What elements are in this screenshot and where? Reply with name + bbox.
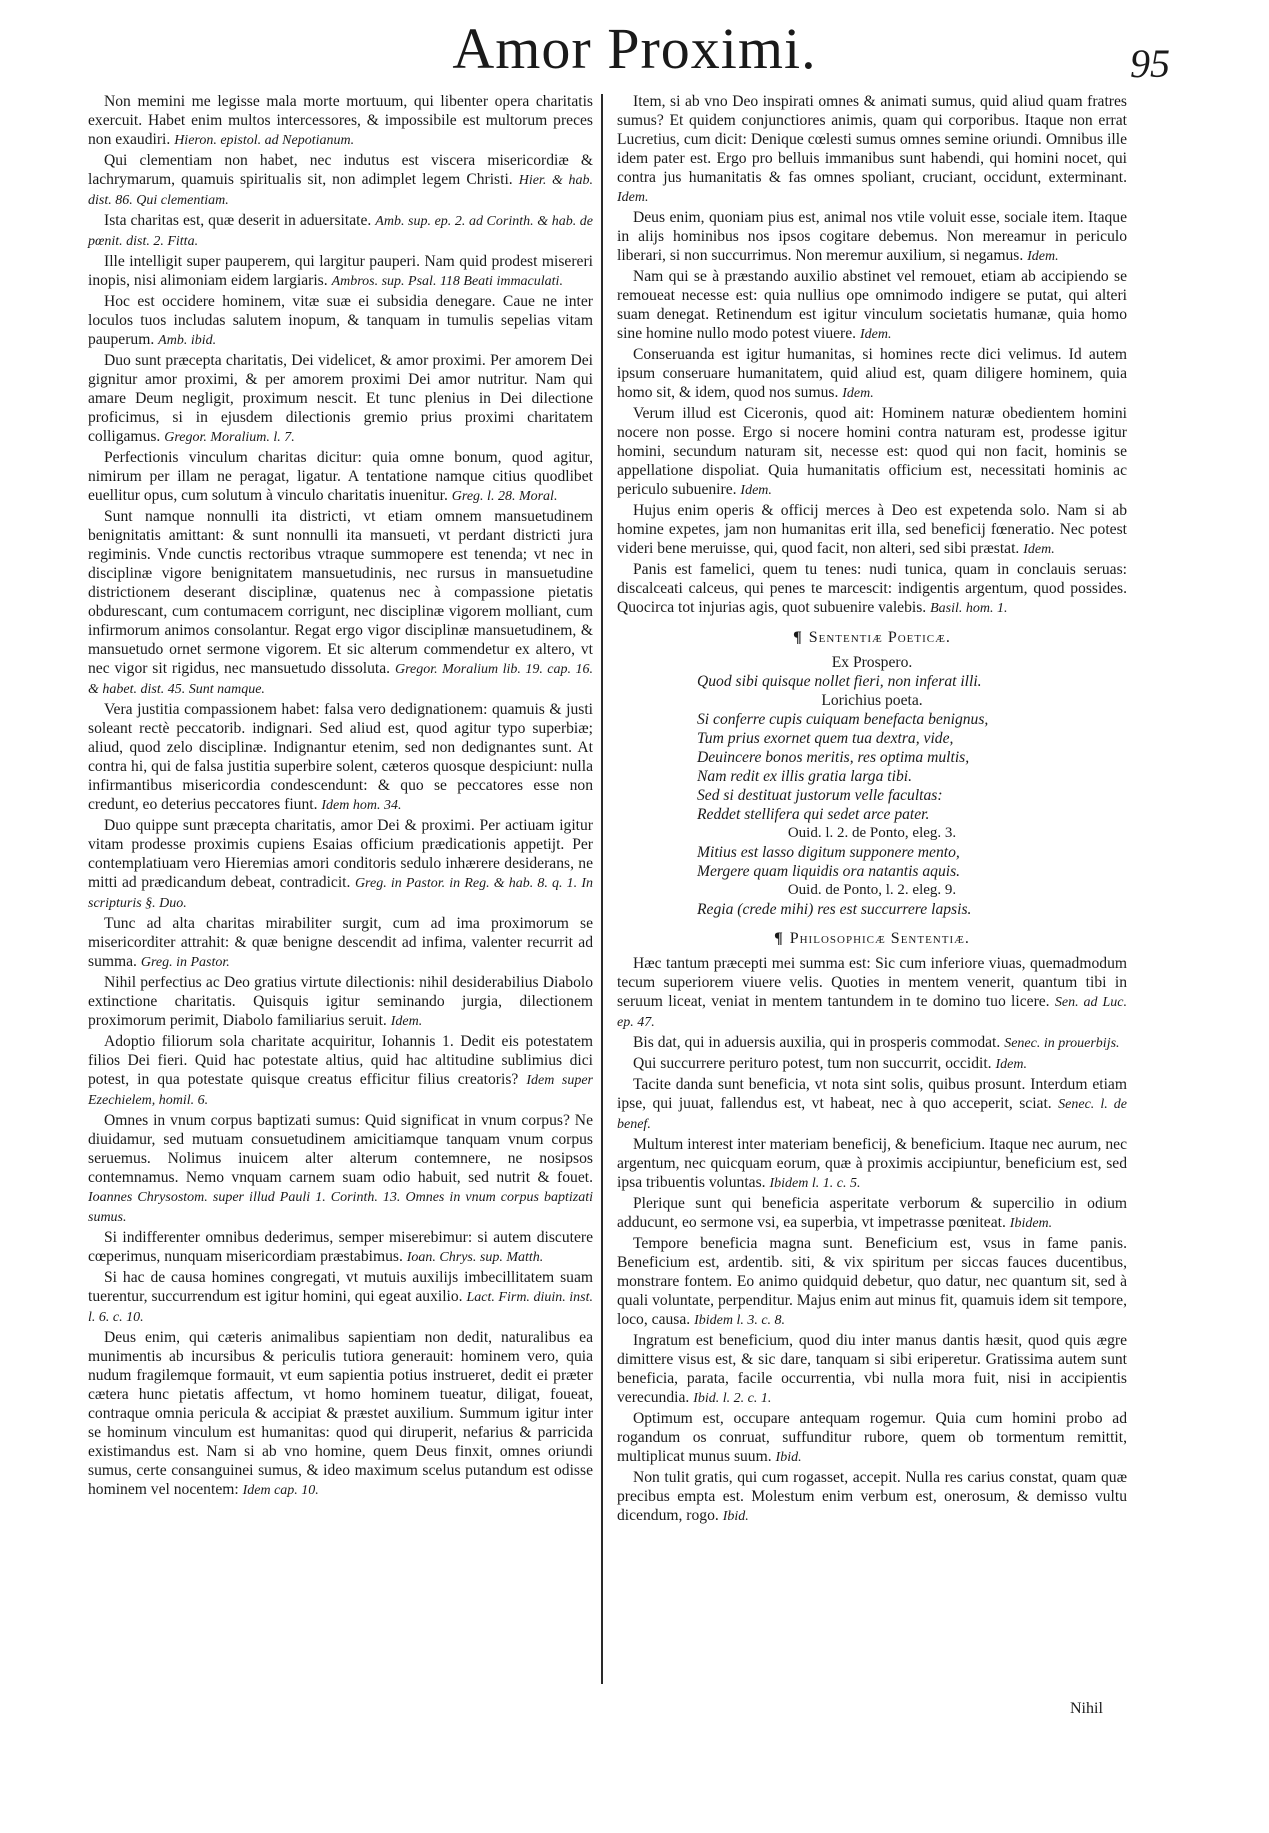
- source-citation: Ioannes Chrysostom. super illud Pauli 1. Corinth. 13. Omnes in vnum corpus baptizati sumus.: [88, 1190, 593, 1225]
- paragraph-text: Conseruanda est igitur humanitas, si homines recte dici velimus. Id autem ipsum conseruare humanitatem, quid aliud est, quam diligere hominem, quia homo sit, & idem, quod nos sumus.: [617, 346, 1127, 401]
- running-title: Amor Proximi.: [452, 16, 817, 81]
- paragraph-text: Sunt namque nonnulli ita districti, vt etiam omnem mansuetudinem benignitatis amittant: & sunt nonnulli ita mansueti, vt perdant districti jura regiminis. Vnde cunctis rectoribus vtraque summopere est tenenda; vt nec in disciplinæ vigore benignitatem mansuetudinis, nec rursus in mansuetudine districtionem deserant disciplinæ, quatenus nec à compassione pietatis obdurescant, cum contumacem corrigunt, nec disciplinæ vigorem molliant, cum infirmorum animos consolantur. Regat ergo vigor disciplinæ mansuetudinem, & mansuetudo ornet sermone vigorem. Et sic alterum commendetur ex altero, vt nec vigor sit rigidus, nec mansuetudo dissoluta.: [88, 508, 593, 677]
- paragraph-text: Hæc tantum præcepti mei summa est: Sic cum inferiore viuas, quemadmodum tecum superiorem viuere velis. Quoties in mentem venerit, quantum tibi in seruum liceat, veniat in mentem tantundem in te domino tuo licere.: [617, 955, 1127, 1010]
- section-title: Philosophicæ Sententiæ.: [789, 930, 970, 947]
- verse-reference: Ouid. l. 2. de Ponto, eleg. 3.: [787, 825, 957, 841]
- paragraph: [617, 501, 1127, 559]
- paragraph: [617, 1234, 1127, 1330]
- paragraph: [88, 252, 593, 291]
- paragraph-text: Deus enim, qui cæteris animalibus sapientiam non dedit, naturalibus ea munimentis ab incursibus & periculis tutiora generauit: hominem vero, quia nudum fragilemque formauit, vt eum sapientia potius instrueret, dedit ei præter cætera hunc pietatis affectum, vt homo hominem tueatur, diligat, foueat, contraque omnia pericula & accipiat & præstet auxilium. Summum igitur inter se hominum vinculum est humanitas: quod qui diruperit, nefarius & parricida existimandus est. Nam si ab vno homine, quem Deus finxit, omnes oriundi sumus, certe consanguinei sumus, & ideo maximum scelus putandum est odisse hominem vel nocentem:: [88, 1329, 593, 1498]
- paragraph: [617, 1033, 1127, 1053]
- right-column: [617, 92, 1127, 1527]
- source-citation: Idem.: [740, 483, 772, 498]
- source-citation: Idem.: [390, 1014, 423, 1029]
- pilcrow-glyph: ¶: [793, 629, 803, 646]
- paragraph: [617, 345, 1127, 403]
- source-citation: Idem super Ezechielem, homil. 6.: [88, 1073, 593, 1108]
- paragraph-text: Si indifferenter omnibus dederimus, semper miserebimur: si autem discutere cœperimus, nunquam misericordiam præstabimus.: [88, 1229, 593, 1265]
- paragraph: [88, 1268, 593, 1327]
- paragraph-text: Omnes in vnum corpus baptizati sumus: Quid significat in vnum corpus? Ne diuidamur, sed mutuam consuetudinem amicitiamque tanquam vnum corpus seruemus. Nolimus inuicem alter alterum contemnere, ne nosipsos contemnamus. Nemo vnquam carnem suam odio habuit, sed nutrit & fouet.: [88, 1112, 593, 1186]
- source-citation: Idem hom. 34.: [321, 798, 402, 813]
- paragraph: [88, 1228, 593, 1267]
- paragraph-text: Perfectionis vinculum charitas dicitur: quia omne bonum, quod agitur, nimirum per illam ne peragat, ligatur. A tentatione namque citius quodlibet euellitur opus, cum solutum à vinculo charitatis inuenitur.: [88, 449, 593, 504]
- paragraph: [88, 92, 593, 150]
- source-citation: Idem.: [995, 1057, 1027, 1072]
- verse-reference: Ouid. de Ponto, l. 2. eleg. 9.: [787, 882, 957, 898]
- source-citation: Ibidem l. 1. c. 5.: [769, 1176, 861, 1191]
- paragraph-text: Duo quippe sunt præcepta charitatis, amor Dei & proximi. Per actiuam igitur vitam prodesse proximis cupiens Esaias officium prædicationis appetijt. Per contemplatiuam vero Hieremias amori conditoris sedulo inhærere desiderans, ne mitti ad prædicandum debeat, contradicit.: [88, 817, 593, 891]
- source-citation: Greg. in Pastor. in Reg. & hab. 8. q. 1. In scripturis §. Duo.: [88, 876, 593, 911]
- paragraph-text: Ista charitas est, quæ deserit in aduersitate.: [104, 212, 372, 229]
- philosophicae-paragraphs: [617, 954, 1127, 1526]
- verse-line: Mitius est lasso digitum supponere mento,: [697, 844, 960, 861]
- poetry-block: [617, 653, 1127, 919]
- paragraph: [617, 404, 1127, 500]
- source-citation: Ambros. sup. Psal. 118 Beati immaculati.: [331, 274, 563, 289]
- source-citation: Amb. sup. ep. 2. ad Corinth. & hab. de pœnit. dist. 2. Fitta.: [88, 214, 593, 249]
- source-citation: Idem.: [617, 190, 649, 205]
- verse-line: Tum prius exornet quem tua dextra, vide,: [697, 730, 954, 747]
- paragraph: [617, 1468, 1127, 1526]
- source-citation: Lact. Firm. diuin. inst. l. 6. c. 10.: [88, 1290, 593, 1325]
- paragraph-text: Plerique sunt qui beneficia asperitate verborum & supercilio in odium adducunt, eo sermone vsi, ea superbia, vt impetrasse pœniteat.: [617, 1195, 1127, 1231]
- catchword: Nihil: [1070, 1700, 1103, 1717]
- paragraph-text: Ingratum est beneficium, quod diu inter manus dantis hæsit, quod quis ægre dimittere visus est, & sic dare, tanquam si sibi eriperetur. Gratissima autem sunt beneficia, parata, facile occurrentia, vbi nulla mora fuit, nisi in accipientis verecundia.: [617, 1332, 1127, 1406]
- paragraph: [88, 448, 593, 506]
- paragraph: [88, 1111, 593, 1227]
- paragraph-text: Panis est famelici, quem tu tenes: nudi tunica, quam in conclauis seruas: discalceati calceus, qui penes te marcescit: indigentis argentum, quod possides. Quocirca tot injurias agis, quot subuenire valebis.: [617, 561, 1127, 616]
- source-citation: Gregor. Moralium. l. 7.: [164, 430, 295, 445]
- paragraph-text: Verum illud est Ciceronis, quod ait: Hominem naturæ obedientem homini nocere non posse. Ergo si nocere homini contra naturam est, prodesse igitur homini, secundum naturam sit, necesse est: quod qui non facit, hominis se appellatione dispoliat. Quia humanitatis officium est, necessitati hominis ac periculo subuenire.: [617, 405, 1127, 498]
- paragraph-text: Tacite danda sunt beneficia, vt nota sint solis, quibus prosunt. Interdum etiam ipse, qui juuat, fallendus est, vt habeat, nec à quo acceperit, sciat.: [617, 1076, 1127, 1112]
- paragraph-text: Nihil perfectius ac Deo gratius virtute dilectionis: nihil desiderabilius Diabolo extinctione charitatis. Quisquis igitur seminando jurgia, dilectionem proximorum perimit, Diabolo familiarius seruit.: [88, 974, 593, 1029]
- paragraph: [88, 211, 593, 251]
- source-citation: Hieron. epistol. ad Nepotianum.: [174, 133, 355, 148]
- paragraph-text: Ille intelligit super pauperem, qui largitur pauperi. Nam quid prodest misereri inopis, nisi alimoniam eidem largiaris.: [88, 253, 593, 289]
- source-citation: Idem cap. 10.: [242, 1483, 319, 1498]
- source-citation: Idem.: [1027, 249, 1059, 264]
- paragraph: [88, 1032, 593, 1110]
- paragraph-text: Qui succurrere perituro potest, tum non succurrit, occidit.: [633, 1055, 992, 1072]
- paragraph: [88, 1328, 593, 1500]
- verse-line: Si conferre cupis cuiquam benefacta benignus,: [697, 711, 989, 728]
- paragraph: [617, 1409, 1127, 1467]
- paragraph-text: Deus enim, quoniam pius est, animal nos vtile voluit esse, sociale item. Itaque in alijs hominibus nos ipsos cogitare debemus. Non mereamur in periculo liberari, si non succurrimus. Non meremur auxilium, si negamus.: [617, 209, 1127, 264]
- source-citation: Senec. l. de benef.: [617, 1097, 1127, 1132]
- paragraph: [617, 1054, 1127, 1074]
- right-paragraphs: [617, 92, 1127, 618]
- paragraph-text: Bis dat, qui in aduersis auxilia, qui in prosperis commodat.: [633, 1034, 1001, 1051]
- section-title: Sententiæ Poeticæ.: [808, 629, 951, 646]
- verse-line: Nam redit ex illis gratia larga tibi.: [697, 768, 912, 785]
- page-number: 95: [1130, 41, 1170, 86]
- section-heading-poeticae: [617, 628, 1127, 647]
- left-column: [88, 92, 593, 1501]
- verse-heading: Lorichius poeta.: [821, 692, 923, 709]
- source-citation: Senec. in prouerbijs.: [1004, 1036, 1120, 1051]
- column-rule: [601, 94, 603, 1684]
- paragraph: [617, 92, 1127, 207]
- paragraph-text: Vera justitia compassionem habet: falsa vero dedignationem: quamuis & justi soleant rectè peccatorib. indignari. Sed aliud est, quod agitur typo superbiæ; aliud, quod zelo disciplinæ. Indignantur etenim, sed non dedignantes sunt. At contra hi, qui de falsa justitia superbire solent, cæteros quosque despiciunt: nulla infirmantibus misericordia condescendunt: & quo se peccatores esse non credunt, eo deterius peccatores fiunt.: [88, 701, 593, 813]
- source-citation: Sen. ad Luc. ep. 47.: [617, 995, 1127, 1030]
- paragraph: [88, 973, 593, 1031]
- paragraph-text: Duo sunt præcepta charitatis, Dei videlicet, & amor proximi. Per amorem Dei gignitur amor proximi, & per amorem proximi Dei amor nutritur. Nam qui amare Deum negligit, proximum nescit. Et tunc plenius in Dei dilectione proficimus, si in ejusdem dilectionis gremio prius proximi charitatem colligamus.: [88, 352, 593, 445]
- source-citation: Idem.: [859, 327, 892, 342]
- verse-line: Deuincere bonos meritis, res optima multis,: [697, 749, 970, 766]
- source-citation: Ibidem.: [1009, 1216, 1053, 1231]
- paragraph-text: Si hac de causa homines congregati, vt mutuis auxilijs imbecillitatem suam tuerentur, succurrendum est igitur homini, qui egeat auxilio.: [88, 1269, 593, 1305]
- source-citation: Ioan. Chrys. sup. Matth.: [406, 1250, 544, 1265]
- source-citation: Basil. hom. 1.: [930, 601, 1008, 616]
- source-citation: Amb. ibid.: [158, 333, 217, 348]
- paragraph: [617, 560, 1127, 618]
- source-citation: Hier. & hab. dist. 86. Qui clementiam.: [88, 173, 593, 208]
- paragraph-text: Tempore beneficia magna sunt. Beneficium est, vsus in fame panis. Beneficium est, ardentib. siti, & vix spiritum per siccas fauces ducentibus, monstrare fontem. Eo animo quidquid debetur, quo datur, nec quantum sit, sed à quali voluntate, perpenditur. Majus enim aut minus fit, quamuis idem sit tempore, loco, causa.: [617, 1235, 1127, 1328]
- paragraph-text: Optimum est, occupare antequam rogemur. Quia cum homini probo ad rogandum os conruat, suffunditur rubore, quem ob tormentum remittit, multiplicat munus suum.: [617, 1410, 1127, 1465]
- paragraph-text: Non memini me legisse mala morte mortuum, qui libenter opera charitatis exercuit. Habet enim multos intercessores, & impossibile est multorum preces non exaudiri.: [88, 93, 593, 148]
- verse-line: Quod sibi quisque nollet fieri, non inferat illi.: [697, 673, 982, 690]
- source-citation: Gregor. Moralium lib. 19. cap. 16. & habet. dist. 45. Sunt namque.: [88, 662, 593, 697]
- paragraph: [617, 267, 1127, 344]
- source-citation: Ibidem l. 3. c. 8.: [694, 1313, 786, 1328]
- paragraph: [88, 914, 593, 972]
- source-citation: Greg. l. 28. Moral.: [451, 489, 558, 504]
- paragraph-text: Multum interest inter materiam beneficij, & beneficium. Itaque nec aurum, nec argentum, nec quicquam eorum, quæ à proximis accipiuntur, beneficium est, sed ipsa tribuentis voluntas.: [617, 1136, 1127, 1191]
- source-citation: Ibid.: [722, 1509, 749, 1524]
- verse-line: Sed si destituat justorum velle facultas:: [697, 787, 943, 804]
- verse-heading: Ex Prospero.: [831, 654, 913, 671]
- section-heading-philosophicae: [617, 929, 1127, 948]
- paragraph: [88, 507, 593, 699]
- paragraph-text: Item, si ab vno Deo inspirati omnes & animati sumus, quid aliud quam fratres sumus? Et quidem conjunctiores animis, quam qui corporibus. Itaque non errat Lucretius, cum dicit: Denique cœlesti sumus omnes semine oriundi. Omnibus ille idem pater est. Ergo pro belluis immanibus sunt habendi, qui homini nocet, qui contra jus humanitatis & fas omnes spoliant, cruciant, occidunt, exterminant.: [617, 93, 1127, 186]
- paragraph: [617, 1075, 1127, 1134]
- paragraph: [88, 700, 593, 815]
- source-citation: Ibid. l. 2. c. 1.: [693, 1391, 772, 1406]
- paragraph-text: Adoptio filiorum sola charitate acquiritur, Iohannis 1. Dedit eis potestatem filios Dei fieri. Quid hac potestate altius, quid hac altitudine sublimius dici potest, in qua potestate quisque creatus efficitur filius creatoris?: [88, 1033, 593, 1088]
- source-citation: Idem.: [842, 386, 874, 401]
- paragraph: [617, 208, 1127, 266]
- paragraph-text: Non tulit gratis, qui cum rogasset, accepit. Nulla res carius constat, quam quæ precibus empta est. Molestum enim verbum est, onerosum, & demisso vultu dicendum, rogo.: [617, 1469, 1127, 1524]
- source-citation: Greg. in Pastor.: [140, 955, 230, 970]
- paragraph: [617, 1135, 1127, 1193]
- pilcrow-glyph: ¶: [774, 930, 784, 947]
- paragraph: [88, 816, 593, 913]
- paragraph-text: Nam qui se à præstando auxilio abstinet vel remouet, etiam ab accipiendo se remoueat necesse est: quia nullius ope omnimodo indigere se putat, qui alteri suam denegat. Retinendum est igitur vinculum societatis humanæ, quia homo sine homine nullo modo potest viuere.: [617, 268, 1127, 342]
- verse-line: Mergere quam liquidis ora natantis aquis.: [697, 863, 961, 880]
- paragraph-text: Hoc est occidere hominem, vitæ suæ ei subsidia denegare. Caue ne inter loculos tuos includas salutem inopum, & tanquam in tumulis sepelias vitam pauperum.: [88, 293, 593, 348]
- paragraph: [617, 1331, 1127, 1408]
- paragraph: [617, 1194, 1127, 1233]
- source-citation: Idem.: [1023, 542, 1055, 557]
- paragraph: [88, 292, 593, 350]
- paragraph-text: Tunc ad alta charitas mirabiliter surgit, cum ad ima proximorum se misericorditer attrahit: & quæ benigne descendit ad infima, valenter recurrit ad summa.: [88, 915, 593, 970]
- paragraph: [88, 151, 593, 210]
- paragraph: [617, 954, 1127, 1032]
- paragraph: [88, 351, 593, 447]
- paragraph-text: Qui clementiam non habet, nec indutus est viscera misericordiæ & lachrymarum, quamuis spiritualis sit, non adimplet legem Christi.: [88, 152, 593, 188]
- verse-line: Reddet stellifera qui sedet arce pater.: [697, 806, 930, 823]
- source-citation: Ibid.: [775, 1450, 802, 1465]
- verse-line: Regia (crede mihi) res est succurrere lapsis.: [697, 901, 972, 918]
- paragraph-text: Hujus enim operis & officij merces à Deo est expetenda solo. Nam si ab homine expetes, jam non humanitas erit illa, sed beneficij fœneratio. Nec potest videri bene meruisse, qui, quod facit, non alteri, sed sibi præstat.: [617, 502, 1127, 557]
